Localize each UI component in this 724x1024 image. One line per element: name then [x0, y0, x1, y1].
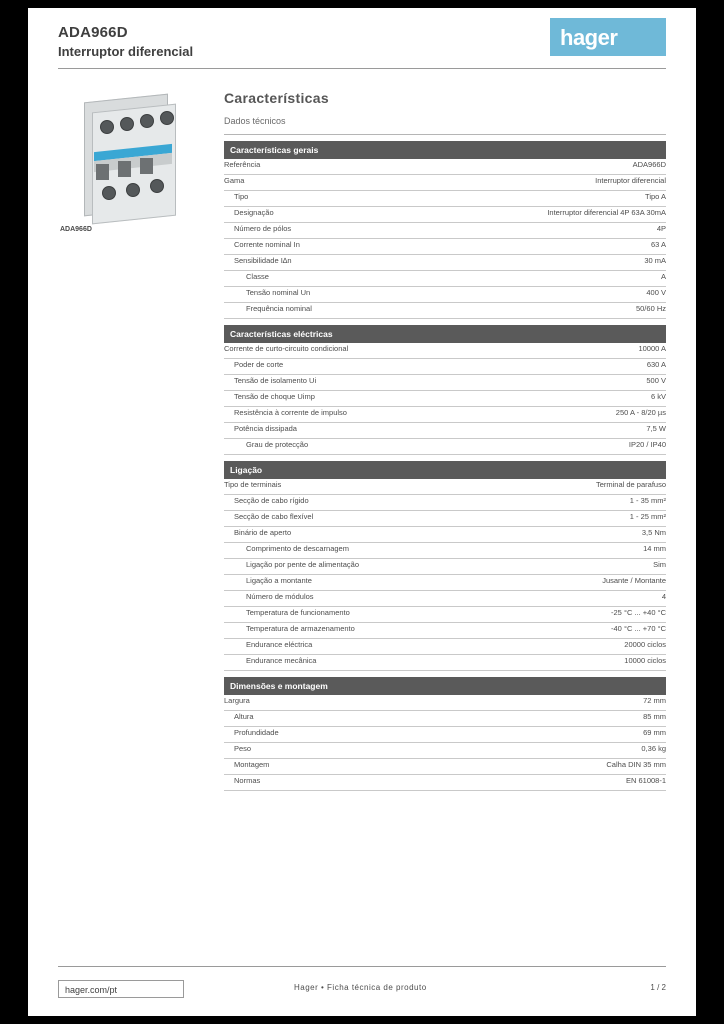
spec-label: Sensibilidade I∆n	[234, 256, 292, 265]
spec-label: Resistência à corrente de impulso	[234, 408, 347, 417]
table-row	[224, 711, 666, 727]
table-row	[224, 359, 666, 375]
spec-label: Secção de cabo rígido	[234, 496, 309, 505]
product-photo	[78, 90, 176, 220]
spec-group-band: Ligação	[224, 461, 666, 479]
table-row	[224, 303, 666, 319]
spec-value: A	[660, 272, 666, 281]
spec-value: 20000 ciclos	[624, 640, 666, 649]
table-row	[224, 423, 666, 439]
spec-value: ADA966D	[632, 160, 666, 169]
spec-value: 6 kV	[650, 392, 666, 401]
spec-value: 10000 ciclos	[624, 656, 666, 665]
spec-value: 500 V	[646, 376, 666, 385]
spec-group-band: Características gerais	[224, 141, 666, 159]
table-row	[224, 543, 666, 559]
document-page	[28, 8, 696, 1016]
spec-value: Interruptor diferencial	[595, 176, 666, 185]
product-terminal-icon	[102, 186, 116, 200]
table-row	[224, 479, 666, 495]
table-row	[224, 223, 666, 239]
spec-label: Peso	[234, 744, 252, 753]
document-footer	[58, 974, 666, 1008]
footer-page-number: 1 / 2	[650, 983, 666, 992]
spec-label: Ligação a montante	[246, 576, 312, 585]
spec-value: 400 V	[646, 288, 666, 297]
table-row	[224, 759, 666, 775]
spec-label: Classe	[246, 272, 269, 281]
hager-logo	[550, 18, 666, 56]
spec-value: 72 mm	[643, 696, 666, 705]
spec-value: 50/60 Hz	[635, 304, 666, 313]
product-terminal-icon	[100, 120, 114, 134]
footer-divider	[58, 966, 666, 967]
spec-label: Normas	[234, 776, 261, 785]
spec-label: Frequência nominal	[246, 304, 312, 313]
product-lever-icon	[96, 164, 109, 180]
footer-center-text: Hager • Ficha técnica de produto	[294, 983, 427, 992]
page-title: ADA966D	[58, 24, 128, 41]
spec-label: Número de módulos	[246, 592, 314, 601]
page-subtitle: Interruptor diferencial	[58, 44, 194, 59]
spec-label: Temperatura de armazenamento	[246, 624, 355, 633]
document-header	[58, 18, 666, 70]
table-row	[224, 559, 666, 575]
spec-value: 0,36 kg	[641, 744, 666, 753]
spec-group-band: Características eléctricas	[224, 325, 666, 343]
spec-value: 250 A - 8/20 µs	[615, 408, 666, 417]
table-row	[224, 287, 666, 303]
table-row	[224, 623, 666, 639]
spec-label: Gama	[224, 176, 245, 185]
product-terminal-icon	[150, 179, 164, 193]
spec-label: Corrente de curto-circuito condicional	[224, 344, 349, 353]
product-lever-icon	[140, 158, 153, 174]
spec-group-band: Dimensões e montagem	[224, 677, 666, 695]
table-row	[224, 407, 666, 423]
spec-value: Calha DIN 35 mm	[606, 760, 666, 769]
table-row	[224, 207, 666, 223]
table-row	[224, 639, 666, 655]
content-column	[224, 86, 666, 791]
product-terminal-icon	[126, 183, 140, 197]
spec-label: Endurance eléctrica	[246, 640, 313, 649]
spec-value: 4P	[656, 224, 666, 233]
spec-label: Binário de aperto	[234, 528, 292, 537]
table-row	[224, 607, 666, 623]
table-row	[224, 343, 666, 359]
spec-label: Grau de protecção	[246, 440, 309, 449]
product-terminal-icon	[160, 111, 174, 125]
table-row	[224, 655, 666, 671]
table-row	[224, 191, 666, 207]
spec-value: 14 mm	[643, 544, 666, 553]
footer-url[interactable]: hager.com/pt	[58, 980, 184, 998]
spec-value: -25 °C ... +40 °C	[611, 608, 666, 617]
spec-label: Temperatura de funcionamento	[246, 608, 350, 617]
table-row	[224, 743, 666, 759]
table-row	[224, 527, 666, 543]
spec-value: Terminal de parafuso	[595, 480, 666, 489]
table-row	[224, 255, 666, 271]
spec-label: Tensão nominal Un	[246, 288, 311, 297]
spec-value: Jusante / Montante	[602, 576, 666, 585]
spec-value: IP20 / IP40	[628, 440, 666, 449]
product-terminal-icon	[120, 117, 134, 131]
spec-value: -40 °C ... +70 °C	[611, 624, 666, 633]
table-row	[224, 727, 666, 743]
spec-value: 7,5 W	[646, 424, 666, 433]
spec-label: Comprimento de descarnagem	[246, 544, 349, 553]
table-row	[224, 695, 666, 711]
product-image-block	[58, 86, 198, 236]
table-row	[224, 391, 666, 407]
table-row	[224, 591, 666, 607]
spec-label: Montagem	[234, 760, 270, 769]
table-row	[224, 511, 666, 527]
spec-label: Potência dissipada	[234, 424, 297, 433]
header-divider	[58, 68, 666, 69]
spec-label: Altura	[234, 712, 254, 721]
spec-value: 4	[661, 592, 666, 601]
spec-label: Tensão de choque Uimp	[234, 392, 315, 401]
spec-label: Endurance mecânica	[246, 656, 317, 665]
table-row	[224, 239, 666, 255]
table-row	[224, 495, 666, 511]
table-row	[224, 439, 666, 455]
spec-value: 63 A	[650, 240, 666, 249]
spec-value: 69 mm	[643, 728, 666, 737]
spec-label: Referência	[224, 160, 261, 169]
table-row	[224, 271, 666, 287]
spec-label: Tensão de isolamento Ui	[234, 376, 317, 385]
table-row	[224, 175, 666, 191]
spec-value: 10000 A	[638, 344, 666, 353]
spec-label: Poder de corte	[234, 360, 284, 369]
table-row	[224, 375, 666, 391]
spec-value: EN 61008-1	[625, 776, 666, 785]
product-terminal-icon	[140, 114, 154, 128]
section-divider	[224, 134, 666, 135]
table-row	[224, 159, 666, 175]
spec-label: Profundidade	[234, 728, 279, 737]
section-title: Características	[224, 90, 329, 106]
spec-label: Largura	[224, 696, 250, 705]
spec-label: Ligação por pente de alimentação	[246, 560, 359, 569]
brand-text: hager	[560, 25, 618, 50]
product-lever-icon	[118, 161, 131, 177]
table-row	[224, 775, 666, 791]
spec-label: Tipo	[234, 192, 249, 201]
spec-label: Número de pólos	[234, 224, 292, 233]
spec-label: Designação	[234, 208, 274, 217]
spec-value: Sim	[653, 560, 666, 569]
spec-value: Tipo A	[645, 192, 666, 201]
spec-label: Secção de cabo flexível	[234, 512, 314, 521]
spec-value: Interruptor diferencial 4P 63A 30mA	[547, 208, 666, 217]
spec-value: 85 mm	[643, 712, 666, 721]
product-caption: ADA966D	[60, 226, 92, 233]
spec-label: Tipo de terminais	[224, 480, 282, 489]
spec-label: Corrente nominal In	[234, 240, 300, 249]
spec-value: 1 - 25 mm²	[629, 512, 666, 521]
spec-value: 1 - 35 mm²	[629, 496, 666, 505]
table-row	[224, 575, 666, 591]
spec-value: 3,5 Nm	[641, 528, 666, 537]
spec-table	[224, 141, 666, 791]
spec-value: 30 mA	[644, 256, 666, 265]
section-subtitle: Dados técnicos	[224, 116, 286, 126]
spec-value: 630 A	[646, 360, 666, 369]
